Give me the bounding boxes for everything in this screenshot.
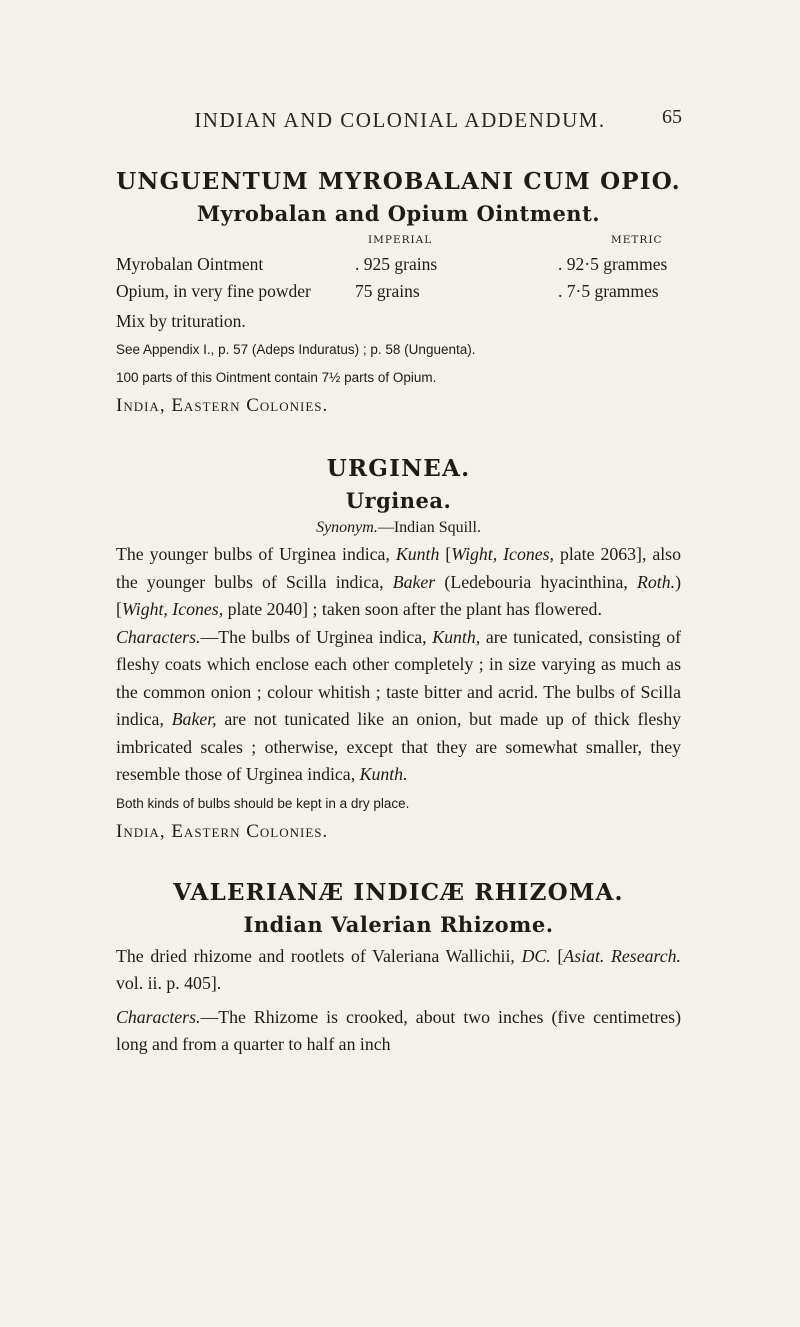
regions-text: India, Eastern Colonies. (116, 820, 329, 842)
ingredient-name: Myrobalan Ointment (116, 254, 264, 274)
column-header-metric: METRIC (611, 234, 663, 246)
text-run: plate 2040] ; taken soon after the plant has flowered. (223, 599, 602, 619)
text-run: The dried rhizome and rootlets of Valeriana Wallichii, (116, 945, 522, 966)
text-run: vol. ii. p. 405]. (116, 973, 222, 993)
text-run: —The bulbs of Urginea indica, (200, 626, 433, 647)
text-run: are tunicated, consisting of fleshy coats which enclose each other completely ; in size varying as much as the common onion ; colour whitish ; taste bitter and acrid. The bulbs of Scilla indica, (116, 626, 682, 729)
page-body (116, 168, 681, 1059)
section-valeriana (116, 879, 681, 1059)
appendix-note: See Appendix I., p. 57 (Adeps Induratus) ; p. 58 (Unguenta). (116, 342, 476, 357)
ingredient-metric: . 92·5 grammes (558, 254, 668, 274)
section-title: URGINEA. (326, 455, 471, 482)
section-subtitle: Urginea. (345, 488, 452, 513)
section-subtitle: Myrobalan and Opium Ointment. (196, 201, 601, 226)
synonym-line (116, 519, 681, 537)
text-run: are not tunicated like an onion, but made up of thick fleshy imbricated scales ; otherwise, except that they are somewhat smaller, they resemble those of Urginea indica, (116, 709, 681, 784)
page-number: 65 (662, 106, 682, 128)
authority: DC. (521, 945, 551, 966)
reference: Wight, Icones, (121, 599, 224, 619)
text-run: (Ledebouria hyacinthina, (435, 571, 638, 592)
source-paragraph (116, 541, 681, 624)
text-run: [ (550, 945, 564, 966)
authority: Roth. (637, 571, 676, 592)
text-run: ) [ (116, 571, 681, 619)
synonym-label: Synonym. (316, 519, 378, 536)
section-title: VALERIANÆ INDICÆ RHIZOMA. (173, 878, 624, 906)
section-urginea (116, 455, 681, 843)
ingredient-metric: . 7·5 grammes (558, 281, 659, 301)
ingredient-imperial: 75 grains (355, 281, 420, 301)
authority: Kunth. (359, 764, 408, 784)
reference: Wight, Icones, (451, 544, 554, 564)
authority: Baker, (171, 709, 217, 729)
source-paragraph (116, 943, 681, 998)
authority: Kunth (395, 544, 440, 564)
proportion-note: 100 parts of this Ointment contain 7½ parts of Opium. (116, 370, 437, 385)
running-title: INDIAN AND COLONIAL ADDENDUM. (194, 108, 606, 132)
text-run: —The Rhizome is crooked, about two inches (five centimetres) long and from a quarter to half an inch (116, 1006, 681, 1054)
reference: Asiat. Research. (563, 945, 681, 966)
storage-note: Both kinds of bulbs should be kept in a dry place. (116, 795, 410, 811)
text-run: plate 2063], also the younger bulbs of Scilla indica, (116, 544, 681, 592)
characters-paragraph (116, 624, 681, 789)
ingredient-row (116, 281, 681, 308)
ingredient-name: Opium, in very fine powder (116, 281, 311, 301)
column-header-imperial: IMPERIAL (368, 234, 433, 246)
characters-label: Characters. (116, 1006, 201, 1027)
authority: Baker (392, 571, 436, 592)
characters-label: Characters. (116, 626, 201, 647)
ingredient-imperial: . 925 grains (355, 254, 438, 274)
section-subtitle: Indian Valerian Rhizome. (243, 911, 554, 937)
regions-text: India, Eastern Colonies. (116, 395, 329, 416)
text-run: [ (439, 544, 452, 564)
text-run: The younger bulbs of Urginea indica, (116, 544, 396, 564)
section-title: UNGUENTUM MYROBALANI CUM OPIO. (116, 168, 681, 195)
characters-paragraph (116, 1004, 681, 1059)
column-headers (116, 234, 681, 254)
section-unguentum (116, 168, 681, 417)
ingredient-row (116, 254, 681, 281)
synonym-value: —Indian Squill. (377, 519, 481, 536)
authority: Kunth, (432, 626, 481, 647)
method-text: Mix by trituration. (116, 311, 246, 331)
